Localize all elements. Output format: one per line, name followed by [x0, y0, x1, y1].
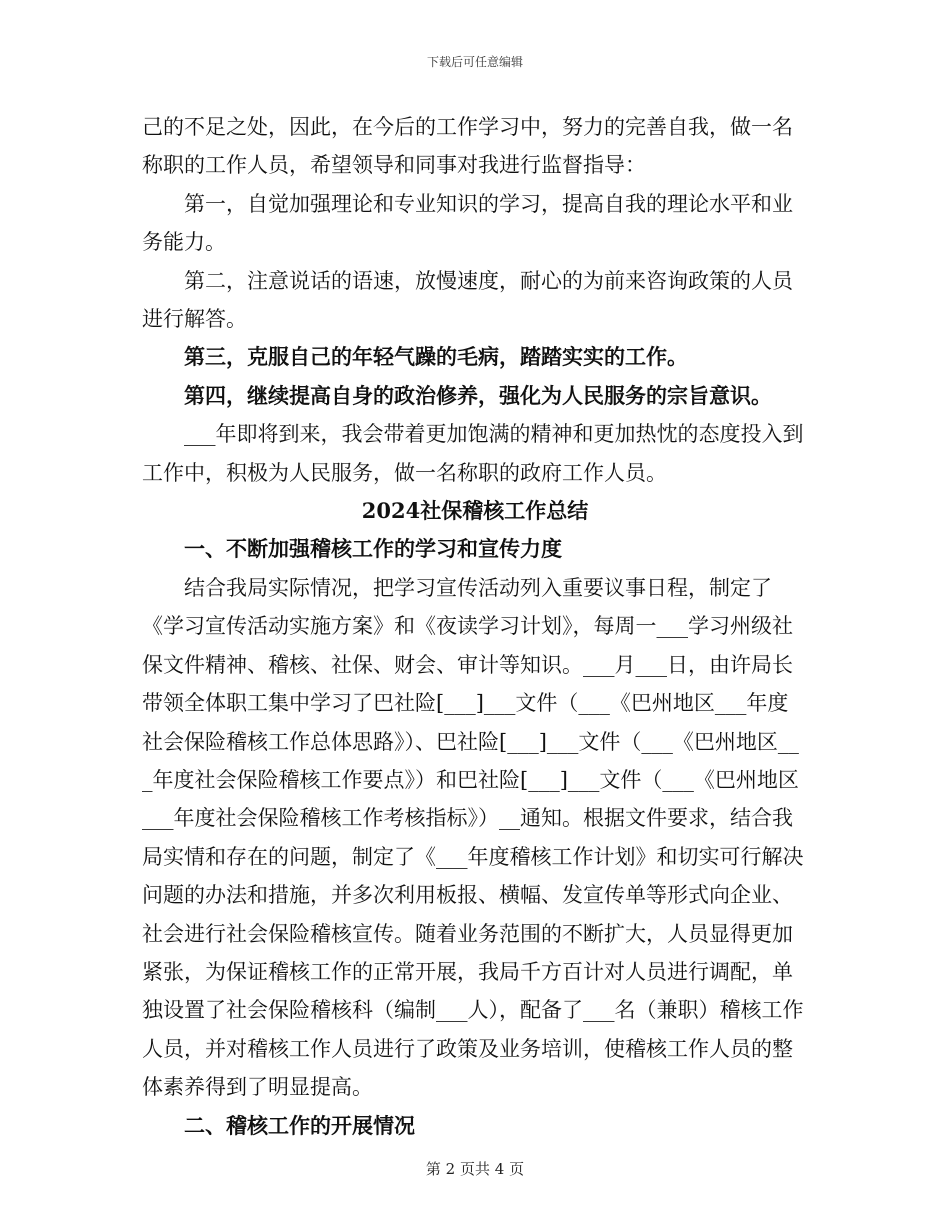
paragraph-study: 结合我局实际情况，把学习宣传活动列入重要议事日程，制定了《学习宣传活动实施方案》和《夜读学习计划》，每周一___学习州级社保文件精神、稽核、社保、财会、审计等知识。___月___日，由许局长带领全体职工集中学习了巴社险[___]___文件（___《巴州地区___年度社会保险稽核工作总体思路》）、巴社险[___]___文件（___《巴州地区___年度社会保险稽核工作要点》）和巴社险[___]___文件（___《巴州地区___年度社会保险稽核工作考核指标》）__通知。根据文件要求，结合我局实情和存在的问题，制定了《___年度稽核工作计划》和切实可行解决问题的办法和措施，并多次利用板报、横幅、发宣传单等形式向企业、社会进行社会保险稽核宣传。随着业务范围的不断扩大，人员显得更加紧张，为保证稽核工作的正常开展，我局千方百计对人员进行调配，单独设置了社会保险稽核科（编制___人），配备了___名（兼职）稽核工作人员，并对稽核工作人员进行了政策及业务培训，使稽核工作人员的整体素养得到了明显提高。: [142, 575, 804, 1100]
document-body: [142, 108, 808, 1145]
paragraph-closing: ___年即将到来，我会带着更加饱满的精神和更加热忱的态度投入到工作中，积极为人民服务，做一名称职的政府工作人员。: [142, 422, 804, 485]
heading-1: 一、不断加强稽核工作的学习和宣传力度: [184, 536, 562, 562]
page-footer: 第 2 页共 4 页: [425, 1160, 525, 1178]
paragraph-point-1: 第一，自觉加强理论和专业知识的学习，提高自我的理论水平和业务能力。: [142, 191, 793, 255]
section-title: 2024社保稽核工作总结: [361, 498, 589, 524]
paragraph-continuation: 己的不足之处，因此，在今后的工作学习中，努力的完善自我，做一名称职的工作人员，希望领导和同事对我进行监督指导：: [142, 115, 793, 178]
heading-2: 二、稽核工作的开展情况: [184, 1112, 415, 1138]
paragraph-point-3: 第三，克服自己的年轻气躁的毛病，踏踏实实的工作。: [184, 344, 688, 370]
paragraph-point-4: 第四，继续提高自身的政治修养，强化为人民服务的宗旨意识。: [184, 382, 772, 408]
page-header: 下载后可任意编辑: [426, 55, 523, 69]
paragraph-point-2: 第二，注意说话的语速，放慢速度，耐心的为前来咨询政策的人员进行解答。: [142, 268, 793, 332]
